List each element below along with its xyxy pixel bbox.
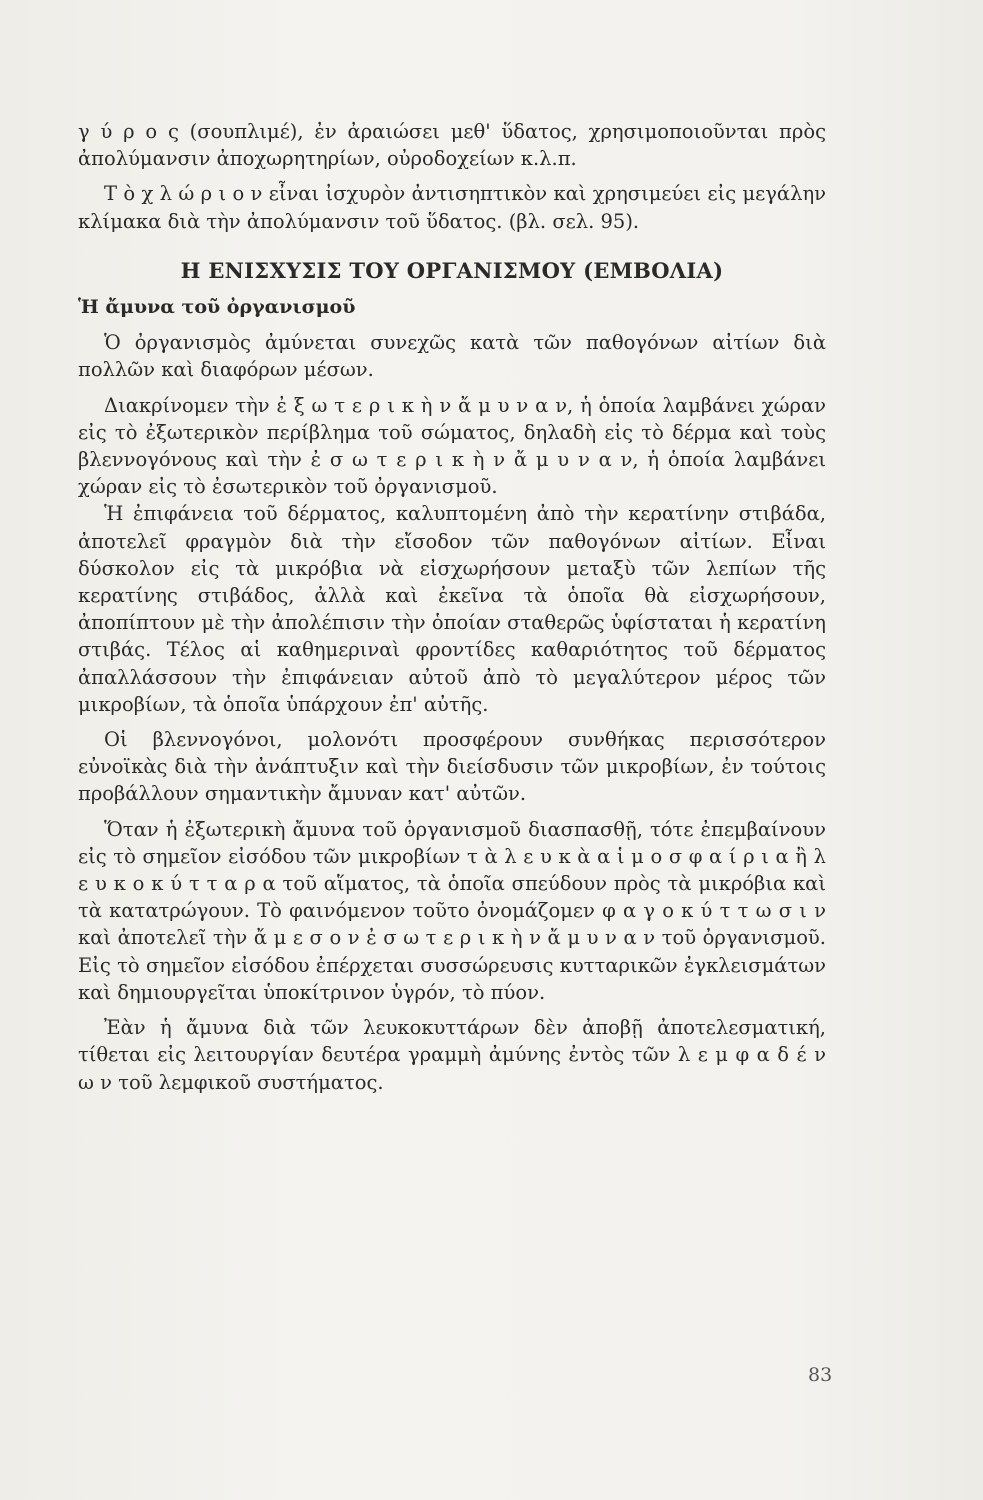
paragraph: Διακρίνομεν τὴν ἐ ξ ω τ ε ρ ι κ ὴ ν ἄ μ υ ν α ν, ἡ ὁποία λαμβάνει χώραν εἰς τὸ ἐξωτερικὸν περίβλημα τοῦ σώματος, δηλαδὴ εἰς τὸ δέρμα καὶ τοὺς βλεννογόνους καὶ τὴν ἐ σ ω τ ε ρ ι κ ὴ ν ἄ μ υ ν α ν, ἡ ὁποία λαμβάνει χώραν εἰς τὸ ἐσωτερικὸν τοῦ ὀργανισμοῦ.: [78, 393, 827, 499]
spaced-term: γ ύ ρ ο ς: [78, 120, 179, 143]
spaced-term: λ ε υ κ ο κ ύ τ τ α ρ α: [78, 844, 826, 896]
spaced-term: φ α γ ο κ ύ τ τ ω σ ι ν: [602, 899, 826, 923]
paragraph: Ἐὰν ἡ ἄμυνα διὰ τῶν λευκοκυττάρων δὲν ἀποβῇ ἀποτελεσματική, τίθεται εἰς λειτουργίαν δευτέρα γραμμὴ ἀμύνης ἐντὸς τῶν λ ε μ φ α δ έ ν ω ν τοῦ λεμφικοῦ συστήματος.: [78, 1016, 826, 1094]
spaced-term: ἐ ξ ω τ ε ρ ι κ ὴ ν ἄ μ υ ν α ν,: [276, 393, 574, 417]
spaced-term: λ ε μ φ α δ έ ν ω ν: [78, 1043, 826, 1094]
paragraph: Ὁ ὀργανισμὸς ἀμύνεται συνεχῶς κατὰ τῶν παθογόνων αἰτίων διὰ πολλῶν καὶ διαφόρων μέσων.: [78, 331, 826, 382]
section-heading: Η ΕΝΙΣΧΥΣΙΣ ΤΟΥ ΟΡΓΑΝΙΣΜΟΥ (ΕΜΒΟΛΙΑ): [180, 257, 724, 283]
paragraph: Ὅταν ἡ ἐξωτερικὴ ἄμυνα τοῦ ὀργανισμοῦ διασπασθῇ, τότε ἐπεμβαίνουν εἰς τὸ σημεῖον εἰσόδου τῶν μικροβίων τ ὰ λ ε υ κ ὰ α ἱ μ ο σ φ α ί ρ ι α ἢ λ ε υ κ ο κ ύ τ τ α ρ α τοῦ αἵματος, τὰ ὁποῖα σπεύδουν πρὸς τὰ μικρόβια καὶ τὰ κατατρώγουν. Τὸ φαινόμενον τοῦτο ὀνομάζομεν φ α γ ο κ ύ τ τ ω σ ι ν καὶ ἀποτελεῖ τὴν ἄ μ ε σ ο ν ἐ σ ω τ ε ρ ι κ ὴ ν ἄ μ υ ν α ν τοῦ ὀργανισμοῦ. Εἰς τὸ σημεῖον εἰσόδου ἐπέρχεται συσσώρευσις κυτταρικῶν ἐγκλεισμάτων καὶ δημιουργεῖται ὑποκίτρινον ὑγρόν, τὸ πύον.: [78, 817, 826, 1004]
page-number: 83: [808, 1364, 833, 1386]
paragraph: Ἡ ἐπιφάνεια τοῦ δέρματος, καλυπτομένη ἀπὸ τὴν κερατίνην στιβάδα, ἀποτελεῖ φραγμὸν διὰ τὴν εἴσοδον τῶν παθογόνων αἰτίων. Εἶναι δύσκολον εἰς τὰ μικρόβια νὰ εἰσχωρήσουν μεταξὺ τῶν λεπίων τῆς κερατίνης στιβάδος, ἀλλὰ καὶ ἐκεῖνα τὰ ὁποῖα θὰ εἰσχωρήσουν, ἀποπίπτουν μὲ τὴν ἀπολέπισιν τὴν ὁποίαν σταθερῶς ὑφίσταται ἡ κερατίνη στιβάς. Τέλος αἱ καθημεριναὶ φροντίδες καθαριότητος τοῦ δέρματος ἀπαλλάσσουν τὴν ἐπιφάνειαν αὐτοῦ ἀπὸ τὸ μεγαλύτερον μέρος τῶν μικροβίων, τὰ ὁποῖα ὑπάρχουν ἐπ' αὐτῆς.: [78, 502, 826, 716]
paragraph: γ ύ ρ ο ς (σουπλιμέ), ἐν ἀραιώσει μεθ' ὕδατος, χρησιμοποιοῦνται πρὸς ἀπολύμανσιν ἀποχωρητηρίων, οὐροδοχείων κ.λ.π.: [78, 120, 826, 171]
spaced-term: τ ὰ λ ε υ κ ὰ α ἱ μ ο σ φ α ί ρ ι α: [467, 844, 789, 868]
paragraph: Οἱ βλεννογόνοι, μολονότι προσφέρουν συνθήκας περισσότερον εὐνοϊκὰς διὰ τὴν ἀνάπτυξιν καὶ τὴν διείσδυσιν τῶν μικροβίων, ἐν τούτοις προβάλλουν σημαντικὴν ἄμυναν κατ' αὐτῶν.: [78, 728, 826, 806]
spaced-term: ἄ μ ε σ ο ν ἐ σ ω τ ε ρ ι κ ὴ ν ἄ μ υ ν α ν: [253, 926, 656, 950]
paragraph: Τ ὸ χ λ ώ ρ ι ο ν εἶναι ἰσχυρὸν ἀντισηπτικὸν καὶ χρησιμεύει εἰς μεγάλην κλίμακα διὰ τὴν ἀπολύμανσιν τοῦ ὕδατος. (βλ. σελ. 95).: [78, 182, 826, 233]
subsection-heading: Ἡ ἄμυνα τοῦ ὀργανισμοῦ: [78, 296, 356, 319]
spaced-term: Τ ὸ χ λ ώ ρ ι ο ν: [104, 182, 263, 206]
body-text: [78, 118, 826, 1096]
spaced-term: ἐ σ ω τ ε ρ ι κ ὴ ν ἄ μ υ ν α ν,: [310, 448, 639, 472]
